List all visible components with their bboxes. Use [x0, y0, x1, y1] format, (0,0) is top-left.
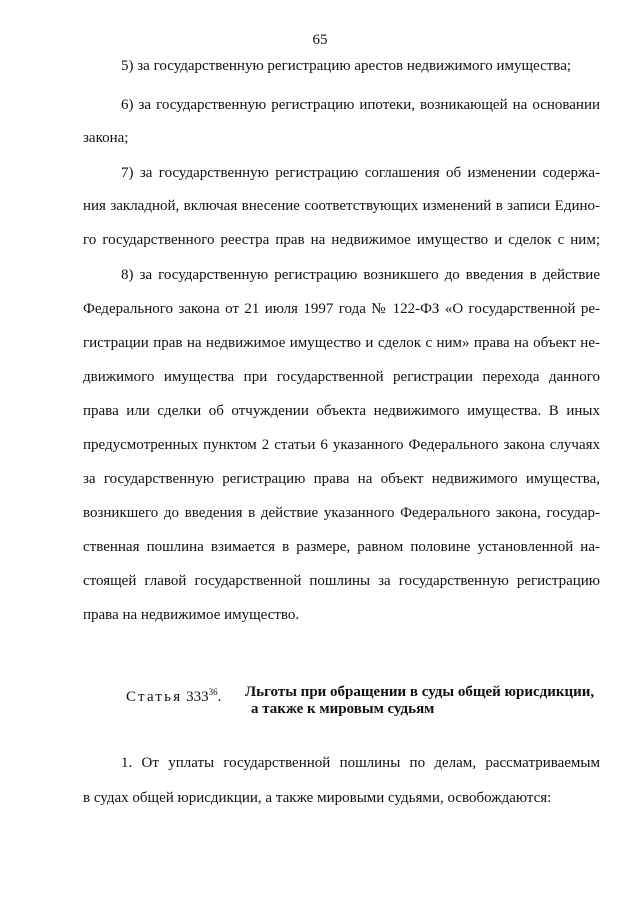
item-8-line-5: права или сделки об отчуждении объекта недвижимого имущества. В иных [83, 403, 600, 419]
page-number: 65 [312, 32, 328, 48]
article-number-main: 333 [186, 689, 209, 705]
clause-1-line-2: в судах общей юрисдикции, а также мировыми судьями, освобождаются: [83, 790, 552, 806]
article-label [126, 683, 221, 706]
article-prefix: Статья [126, 689, 183, 705]
item-7-line-3: го государственного реестра прав на недвижимое имущество и сделок с ним; [83, 232, 600, 248]
item-7-line-2: ния закладной, включая внесение соответствующих изменений в записи Едино- [83, 198, 600, 214]
item-8-line-1: 8) за государственную регистрацию возникшего до введения в действие [121, 267, 600, 283]
item-8-line-2: Федерального закона от 21 июля 1997 года № 122-ФЗ «О государственной ре- [83, 301, 600, 317]
item-8-line-7: за государственную регистрацию права на объект недвижимого имущества, [83, 471, 600, 487]
item-6-line-1: 6) за государственную регистрацию ипотеки, возникающей на основании [121, 97, 600, 113]
item-8-line-4: движимого имущества при государственной регистрации перехода данного [83, 369, 600, 385]
item-8-line-11: права на недвижимое имущество. [83, 607, 300, 623]
item-6-line-2: закона; [83, 130, 129, 146]
item-5-line-1: 5) за государственную регистрацию арестов недвижимого имущества; [121, 58, 572, 74]
item-8-line-6: предусмотренных пунктом 2 статьи 6 указанного Федерального закона случаях [83, 437, 600, 453]
item-8-line-9: ственная пошлина взимается в размере, равном половине установленной на- [83, 539, 600, 555]
article-number-suffix: . [217, 689, 222, 705]
article-number-sup: 36 [208, 687, 218, 697]
item-8-line-10: стоящей главой государственной пошлины за государственную регистрацию [83, 573, 600, 589]
article-title-line-1: Льготы при обращении в суды общей юрисдикции, [245, 684, 595, 700]
article-number [186, 689, 221, 705]
item-8-line-8: возникшего до введения в действие указанного Федерального закона, государ- [83, 505, 600, 521]
article-title-line-2: а также к мировым судьям [251, 701, 435, 717]
item-8-line-3: гистрации прав на недвижимое имущество и сделок с ним» права на объект не- [83, 335, 600, 351]
item-7-line-1: 7) за государственную регистрацию соглашения об изменении содержа- [121, 165, 600, 181]
clause-1-line-1: 1. От уплаты государственной пошлины по делам, рассматриваемым [121, 755, 600, 771]
